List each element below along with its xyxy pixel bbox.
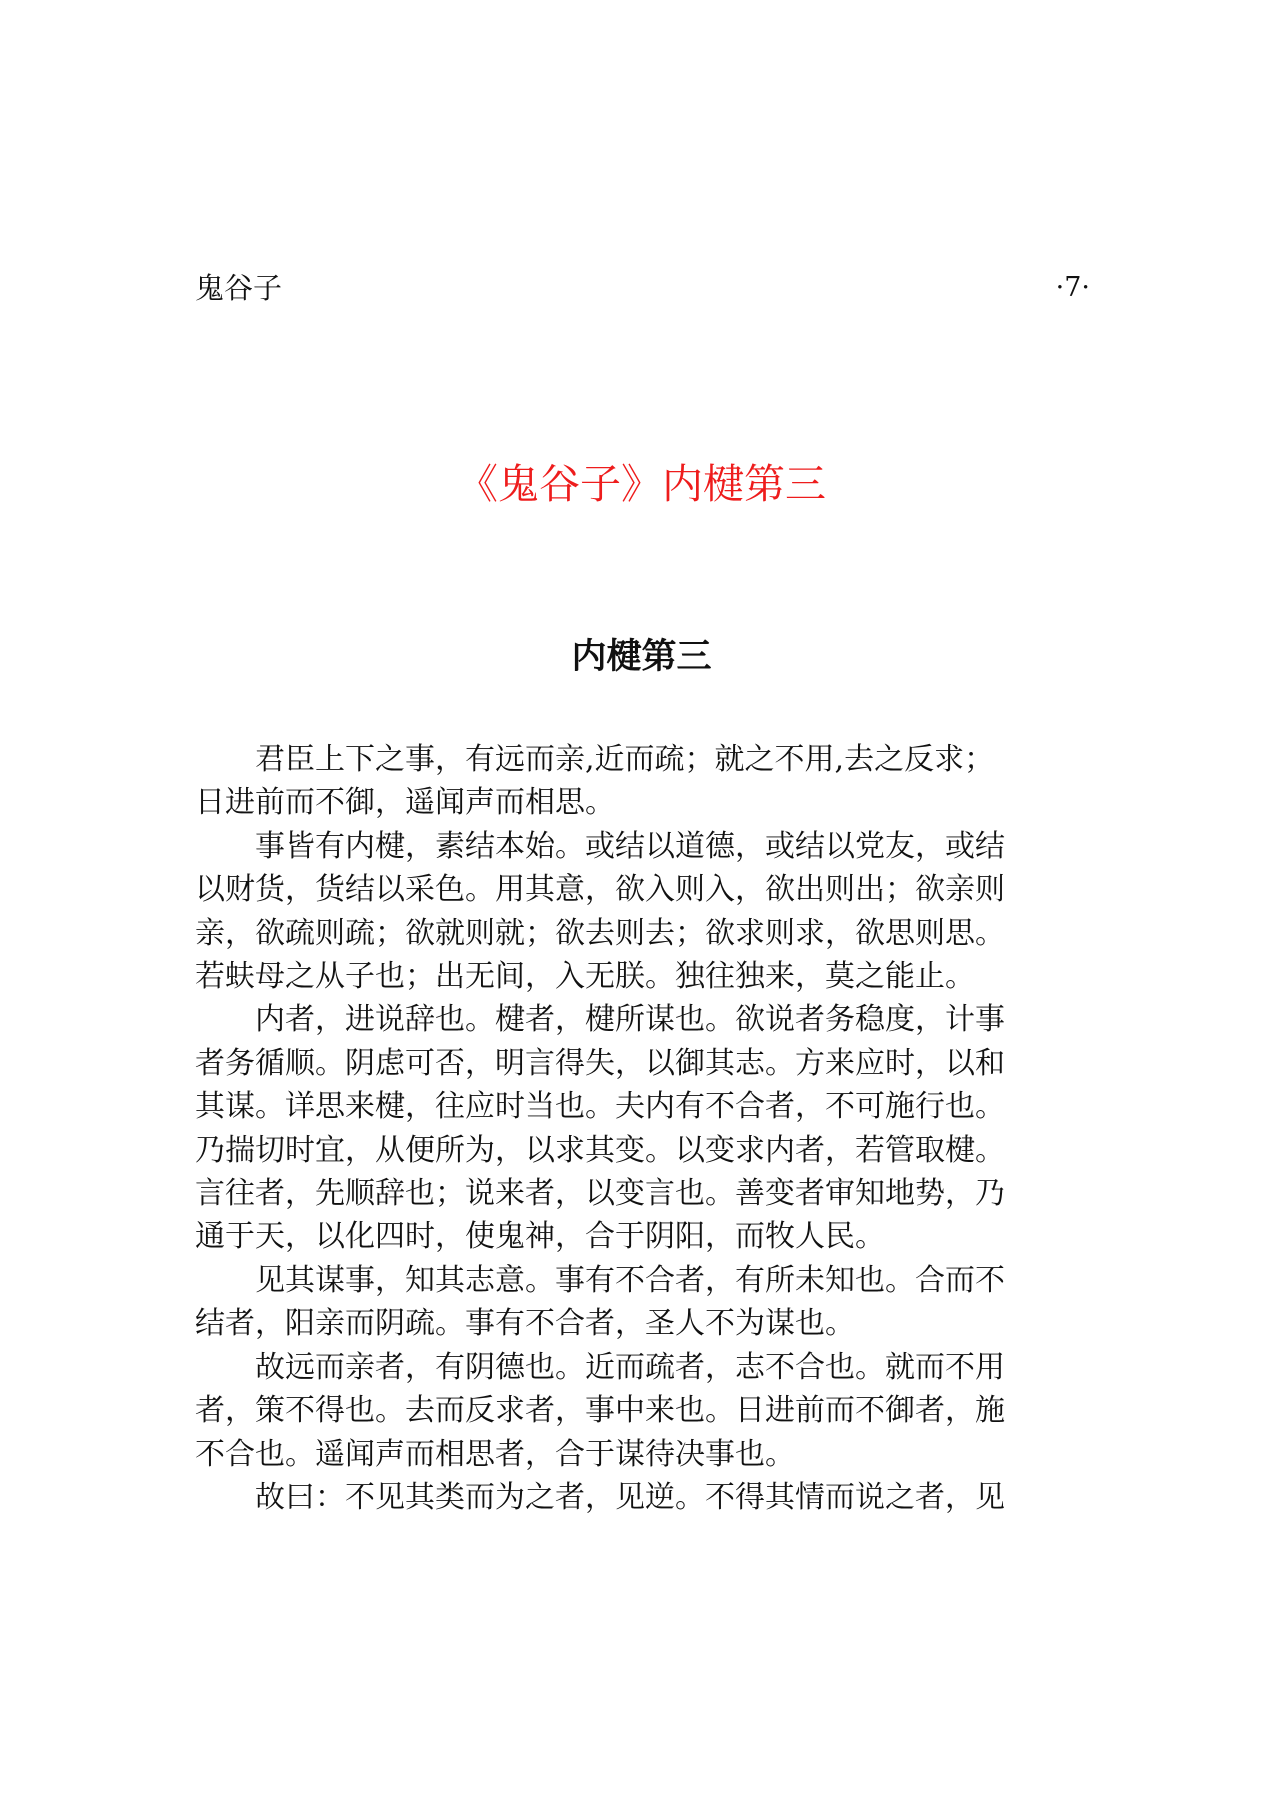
text-line: 通于天，以化四时，使鬼神，合于阴阳，而牧人民。 — [195, 1219, 885, 1255]
text-line: 见其谋事，知其志意。事有不合者，有所未知也。合而不 — [255, 1262, 1005, 1298]
page-number: ·7· — [1055, 272, 1090, 303]
book-title: 鬼谷子 — [195, 271, 283, 305]
paragraph — [195, 1346, 1095, 1476]
text-line: 不合也。遥闻声而相思者，合于谋待决事也。 — [195, 1436, 795, 1472]
paragraph — [195, 738, 1095, 825]
chapter-title: 《鬼谷子》内楗第三 — [457, 460, 826, 508]
text-line: 以财货，货结以采色。用其意，欲入则入，欲出则出；欲亲则 — [195, 872, 1005, 908]
running-header — [195, 268, 1090, 308]
text-line: 日进前而不御，遥闻声而相思。 — [195, 785, 615, 821]
body-text — [195, 738, 1095, 1519]
text-line: 者务循顺。阴虑可否，明言得失，以御其志。方来应时，以和 — [195, 1045, 1005, 1081]
paragraph — [195, 825, 1095, 999]
text-line: 故远而亲者，有阴德也。近而疏者，志不合也。就而不用 — [255, 1349, 1005, 1385]
text-line: 言往者，先顺辞也；说来者，以变言也。善变者审知地势，乃 — [195, 1176, 1005, 1212]
text-line: 者，策不得也。去而反求者，事中来也。日进前而不御者，施 — [195, 1393, 1005, 1429]
text-line: 事皆有内楗，素结本始。或结以道德，或结以党友，或结 — [255, 828, 1005, 864]
section-heading: 内楗第三 — [571, 637, 712, 677]
text-line: 若蚨母之从子也；出无间，入无朕。独往独来，莫之能止。 — [195, 959, 975, 995]
text-line: 君臣上下之事，有远而亲,近而疏；就之不用,去之反求； — [255, 742, 995, 777]
text-line: 亲，欲疏则疏；欲就则就；欲去则去；欲求则求，欲思则思。 — [195, 915, 1005, 951]
text-line: 故曰：不见其类而为之者，见逆。不得其情而说之者，见 — [255, 1479, 1005, 1515]
paragraph — [195, 998, 1095, 1258]
paragraph — [195, 1476, 1095, 1519]
text-line: 结者，阳亲而阴疏。事有不合者，圣人不为谋也。 — [195, 1306, 855, 1342]
text-line: 内者，进说辞也。楗者，楗所谋也。欲说者务稳度，计事 — [255, 1002, 1005, 1038]
paragraph — [195, 1259, 1095, 1346]
text-line: 其谋。详思来楗，往应时当也。夫内有不合者，不可施行也。 — [195, 1089, 1005, 1125]
text-line: 乃揣切时宜，从便所为，以求其变。以变求内者，若管取楗。 — [195, 1132, 1005, 1168]
